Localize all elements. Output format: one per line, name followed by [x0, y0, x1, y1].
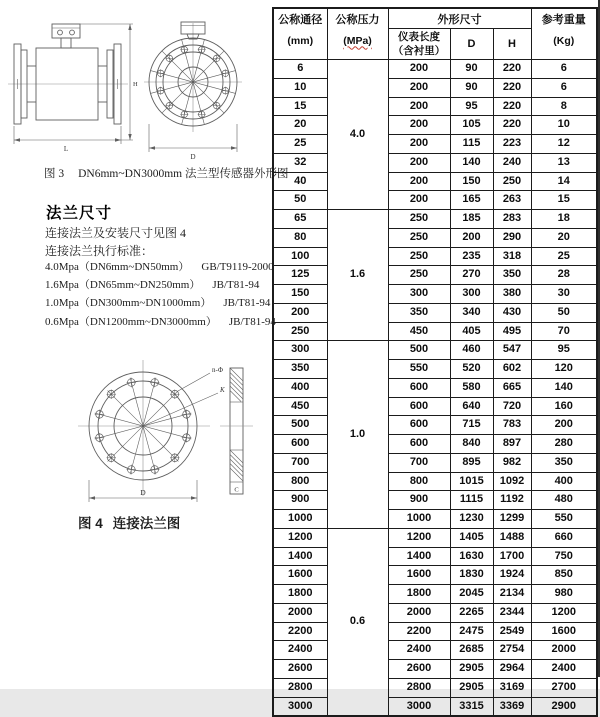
cell-length: 600 [388, 416, 450, 435]
table-row [273, 622, 597, 641]
cell-h: 1092 [493, 472, 531, 491]
table-row [273, 210, 597, 229]
cell-weight: 1600 [531, 622, 597, 641]
header-meter-length: 仪表长度 （含衬里） [388, 29, 450, 60]
header-d: D [450, 29, 493, 60]
cell-dn: 2200 [273, 622, 327, 641]
cell-d: 95 [450, 97, 493, 116]
cell-weight: 70 [531, 322, 597, 341]
cell-d: 460 [450, 341, 493, 360]
header-outline-dimensions: 外形尺寸 [388, 8, 531, 29]
cell-h: 318 [493, 247, 531, 266]
standard-item [45, 276, 276, 294]
cell-weight: 12 [531, 135, 597, 154]
cell-length: 200 [388, 78, 450, 97]
cell-length: 250 [388, 266, 450, 285]
cell-pressure: 1.6 [327, 210, 388, 341]
standard-spec: 1.6Mpa（DN65mm~DN250mm） [45, 279, 201, 292]
cell-d: 1230 [450, 510, 493, 529]
cell-h: 223 [493, 135, 531, 154]
standard-code: JB/T81-94 [223, 297, 271, 310]
cell-dn: 100 [273, 247, 327, 266]
figure4-drawing [60, 356, 265, 508]
cell-weight: 160 [531, 397, 597, 416]
cell-length: 200 [388, 135, 450, 154]
cell-weight: 120 [531, 360, 597, 379]
table-row [273, 660, 597, 679]
cell-h: 350 [493, 266, 531, 285]
cell-dn: 1200 [273, 528, 327, 547]
table-row [273, 247, 597, 266]
cell-dn: 10 [273, 78, 327, 97]
table-row [273, 341, 597, 360]
cell-d: 580 [450, 378, 493, 397]
cell-length: 250 [388, 228, 450, 247]
header-nominal-pressure: 公称压力 (MPa) [327, 8, 388, 60]
cell-h: 1924 [493, 566, 531, 585]
table-row [273, 228, 597, 247]
dimensions-table [272, 7, 598, 717]
table-row [273, 453, 597, 472]
cell-h: 220 [493, 60, 531, 79]
cell-dn: 50 [273, 191, 327, 210]
cell-weight: 8 [531, 97, 597, 116]
cell-h: 1700 [493, 547, 531, 566]
cell-length: 1200 [388, 528, 450, 547]
cell-length: 200 [388, 116, 450, 135]
cell-dn: 15 [273, 97, 327, 116]
cell-weight: 2700 [531, 678, 597, 697]
cell-length: 200 [388, 97, 450, 116]
table-row [273, 153, 597, 172]
standard-spec: 1.0Mpa（DN300mm~DN1000mm） [45, 297, 212, 310]
standards-list [45, 258, 276, 331]
table-row [273, 697, 597, 716]
cell-weight: 400 [531, 472, 597, 491]
cell-dn: 250 [273, 322, 327, 341]
cell-length: 250 [388, 210, 450, 229]
cell-length: 200 [388, 60, 450, 79]
cell-dn: 125 [273, 266, 327, 285]
cell-d: 340 [450, 303, 493, 322]
table-row [273, 266, 597, 285]
cell-dn: 2400 [273, 641, 327, 660]
table-row [273, 528, 597, 547]
cell-d: 3315 [450, 697, 493, 716]
cell-h: 602 [493, 360, 531, 379]
cell-length: 250 [388, 247, 450, 266]
cell-dn: 800 [273, 472, 327, 491]
cell-weight: 2000 [531, 641, 597, 660]
cell-length: 200 [388, 191, 450, 210]
cell-dn: 65 [273, 210, 327, 229]
cell-dn: 1000 [273, 510, 327, 529]
figure3-drawing [6, 20, 264, 162]
cell-length: 450 [388, 322, 450, 341]
cell-weight: 200 [531, 416, 597, 435]
cell-weight: 50 [531, 303, 597, 322]
dimension-label-l: L [63, 145, 69, 153]
cell-d: 115 [450, 135, 493, 154]
cell-dn: 1400 [273, 547, 327, 566]
flange-note-2: 连接法兰执行标准： [45, 244, 154, 258]
cell-length: 300 [388, 285, 450, 304]
cell-weight: 140 [531, 378, 597, 397]
cell-weight: 850 [531, 566, 597, 585]
cell-weight: 2400 [531, 660, 597, 679]
cell-length: 2000 [388, 603, 450, 622]
cell-d: 1115 [450, 491, 493, 510]
cell-h: 897 [493, 435, 531, 454]
figure3-caption-number: 图 3 [44, 168, 65, 180]
figure4-caption-text: 连接法兰图 [112, 516, 181, 531]
cell-dn: 2000 [273, 603, 327, 622]
cell-h: 2134 [493, 585, 531, 604]
cell-d: 165 [450, 191, 493, 210]
standard-item [45, 294, 276, 312]
cell-length: 2800 [388, 678, 450, 697]
cell-d: 2905 [450, 678, 493, 697]
cell-weight: 2900 [531, 697, 597, 716]
cell-d: 2045 [450, 585, 493, 604]
table-row [273, 303, 597, 322]
cell-d: 105 [450, 116, 493, 135]
table-row [273, 472, 597, 491]
cell-dn: 80 [273, 228, 327, 247]
cell-length: 550 [388, 360, 450, 379]
cell-dn: 3000 [273, 697, 327, 716]
cell-h: 263 [493, 191, 531, 210]
dimension-label-d: D [190, 153, 196, 161]
cell-length: 700 [388, 453, 450, 472]
cell-pressure: 0.6 [327, 528, 388, 716]
table-row [273, 285, 597, 304]
cell-dn: 600 [273, 435, 327, 454]
cell-h: 495 [493, 322, 531, 341]
table-row [273, 191, 597, 210]
cell-dn: 40 [273, 172, 327, 191]
table-row [273, 603, 597, 622]
cell-d: 520 [450, 360, 493, 379]
table-row [273, 60, 597, 79]
table-row [273, 116, 597, 135]
cell-d: 90 [450, 60, 493, 79]
cell-weight: 95 [531, 341, 597, 360]
figure4-caption-number: 图 4 [78, 516, 103, 531]
cell-length: 600 [388, 435, 450, 454]
header-nominal-diameter: 公称通径 (mm) [273, 8, 327, 60]
cell-d: 640 [450, 397, 493, 416]
cell-h: 380 [493, 285, 531, 304]
standard-code: JB/T81-94 [228, 315, 276, 328]
standard-spec: 0.6Mpa（DN1200mm~DN3000mm） [45, 315, 217, 328]
header-row-1 [273, 8, 597, 29]
cell-length: 200 [388, 172, 450, 191]
cell-dn: 2600 [273, 660, 327, 679]
bolt-count-label: n-Φ [212, 366, 223, 374]
cell-length: 350 [388, 303, 450, 322]
table-row [273, 641, 597, 660]
cell-d: 1015 [450, 472, 493, 491]
header-h: H [493, 29, 531, 60]
cell-length: 200 [388, 153, 450, 172]
cell-d: 2905 [450, 660, 493, 679]
cell-d: 300 [450, 285, 493, 304]
cell-length: 2400 [388, 641, 450, 660]
cell-d: 270 [450, 266, 493, 285]
cell-d: 140 [450, 153, 493, 172]
cell-h: 720 [493, 397, 531, 416]
cell-h: 2754 [493, 641, 531, 660]
cell-length: 600 [388, 397, 450, 416]
cell-weight: 28 [531, 266, 597, 285]
flange-diameter-label: D [140, 488, 146, 497]
cell-weight: 6 [531, 60, 597, 79]
table-row [273, 360, 597, 379]
cell-dn: 6 [273, 60, 327, 79]
cell-dn: 1600 [273, 566, 327, 585]
cell-pressure: 4.0 [327, 60, 388, 210]
cell-h: 3169 [493, 678, 531, 697]
cell-length: 3000 [388, 697, 450, 716]
cell-weight: 15 [531, 191, 597, 210]
cell-d: 200 [450, 228, 493, 247]
table-row [273, 135, 597, 154]
cell-weight: 750 [531, 547, 597, 566]
cell-d: 90 [450, 78, 493, 97]
flange-note-1: 连接法兰及安装尺寸见图 4 [45, 226, 187, 240]
table-row [273, 435, 597, 454]
table-row [273, 491, 597, 510]
figure4-caption [78, 512, 180, 532]
standard-code: GB/T9119-2000 [201, 261, 274, 273]
cell-weight: 980 [531, 585, 597, 604]
cell-d: 235 [450, 247, 493, 266]
flange-thickness-label: C [234, 486, 239, 494]
cell-d: 2685 [450, 641, 493, 660]
cell-length: 1400 [388, 547, 450, 566]
cell-h: 665 [493, 378, 531, 397]
cell-dn: 150 [273, 285, 327, 304]
cell-h: 783 [493, 416, 531, 435]
table-row [273, 585, 597, 604]
cell-h: 1192 [493, 491, 531, 510]
cell-d: 1830 [450, 566, 493, 585]
cell-h: 2344 [493, 603, 531, 622]
cell-d: 715 [450, 416, 493, 435]
table-row [273, 678, 597, 697]
cell-length: 1000 [388, 510, 450, 529]
cell-h: 220 [493, 116, 531, 135]
standard-spec: 4.0Mpa（DN6mm~DN50mm） [45, 261, 190, 273]
cell-dn: 25 [273, 135, 327, 154]
cell-length: 500 [388, 341, 450, 360]
table-row [273, 97, 597, 116]
table-row [273, 78, 597, 97]
figure3-caption-text: DN6mm~DN3000mm 法兰型传感器外形图 [78, 168, 289, 180]
cell-d: 2475 [450, 622, 493, 641]
cell-d: 1630 [450, 547, 493, 566]
cell-h: 547 [493, 341, 531, 360]
figure3-caption [44, 165, 288, 181]
cell-weight: 20 [531, 228, 597, 247]
cell-h: 240 [493, 153, 531, 172]
flange-size-heading: 法兰尺寸 [46, 205, 113, 222]
cell-weight: 18 [531, 210, 597, 229]
cell-length: 2200 [388, 622, 450, 641]
standard-code: JB/T81-94 [212, 279, 260, 292]
cell-length: 600 [388, 378, 450, 397]
cell-length: 900 [388, 491, 450, 510]
cell-dn: 32 [273, 153, 327, 172]
cell-dn: 900 [273, 491, 327, 510]
table-row [273, 172, 597, 191]
cell-dn: 350 [273, 360, 327, 379]
table-row [273, 547, 597, 566]
cell-length: 1600 [388, 566, 450, 585]
table-row [273, 566, 597, 585]
cell-h: 430 [493, 303, 531, 322]
table-row [273, 378, 597, 397]
cell-d: 840 [450, 435, 493, 454]
standard-item [45, 258, 276, 276]
cell-h: 982 [493, 453, 531, 472]
cell-weight: 480 [531, 491, 597, 510]
cell-h: 2964 [493, 660, 531, 679]
cell-d: 895 [450, 453, 493, 472]
cell-h: 3369 [493, 697, 531, 716]
cell-h: 220 [493, 97, 531, 116]
cell-dn: 300 [273, 341, 327, 360]
cell-d: 1405 [450, 528, 493, 547]
cell-weight: 550 [531, 510, 597, 529]
cell-weight: 14 [531, 172, 597, 191]
cell-dn: 400 [273, 378, 327, 397]
cell-weight: 13 [531, 153, 597, 172]
cell-dn: 20 [273, 116, 327, 135]
cell-length: 2600 [388, 660, 450, 679]
table-row [273, 510, 597, 529]
cell-d: 185 [450, 210, 493, 229]
header-reference-weight: 参考重量 (Kg) [531, 8, 597, 60]
cell-length: 1800 [388, 585, 450, 604]
cell-weight: 280 [531, 435, 597, 454]
cell-pressure: 1.0 [327, 341, 388, 529]
bolt-circle-label: K [220, 386, 225, 394]
cell-h: 250 [493, 172, 531, 191]
standard-item [45, 313, 276, 331]
cell-weight: 6 [531, 78, 597, 97]
cell-h: 1299 [493, 510, 531, 529]
cell-h: 1488 [493, 528, 531, 547]
cell-dn: 450 [273, 397, 327, 416]
cell-weight: 660 [531, 528, 597, 547]
cell-h: 220 [493, 78, 531, 97]
cell-length: 800 [388, 472, 450, 491]
cell-weight: 30 [531, 285, 597, 304]
cell-dn: 700 [273, 453, 327, 472]
cell-dn: 200 [273, 303, 327, 322]
cell-weight: 1200 [531, 603, 597, 622]
cell-h: 2549 [493, 622, 531, 641]
dimension-label-h: H [133, 81, 138, 88]
cell-h: 283 [493, 210, 531, 229]
cell-dn: 2800 [273, 678, 327, 697]
cell-weight: 10 [531, 116, 597, 135]
cell-d: 2265 [450, 603, 493, 622]
cell-weight: 350 [531, 453, 597, 472]
flange-table-body [273, 60, 597, 717]
table-row [273, 322, 597, 341]
cell-weight: 25 [531, 247, 597, 266]
cell-d: 150 [450, 172, 493, 191]
cell-dn: 500 [273, 416, 327, 435]
cell-h: 290 [493, 228, 531, 247]
cell-d: 405 [450, 322, 493, 341]
table-row [273, 397, 597, 416]
cell-dn: 1800 [273, 585, 327, 604]
pressure-unit-underlined: (MPa) [343, 34, 372, 47]
table-row [273, 416, 597, 435]
